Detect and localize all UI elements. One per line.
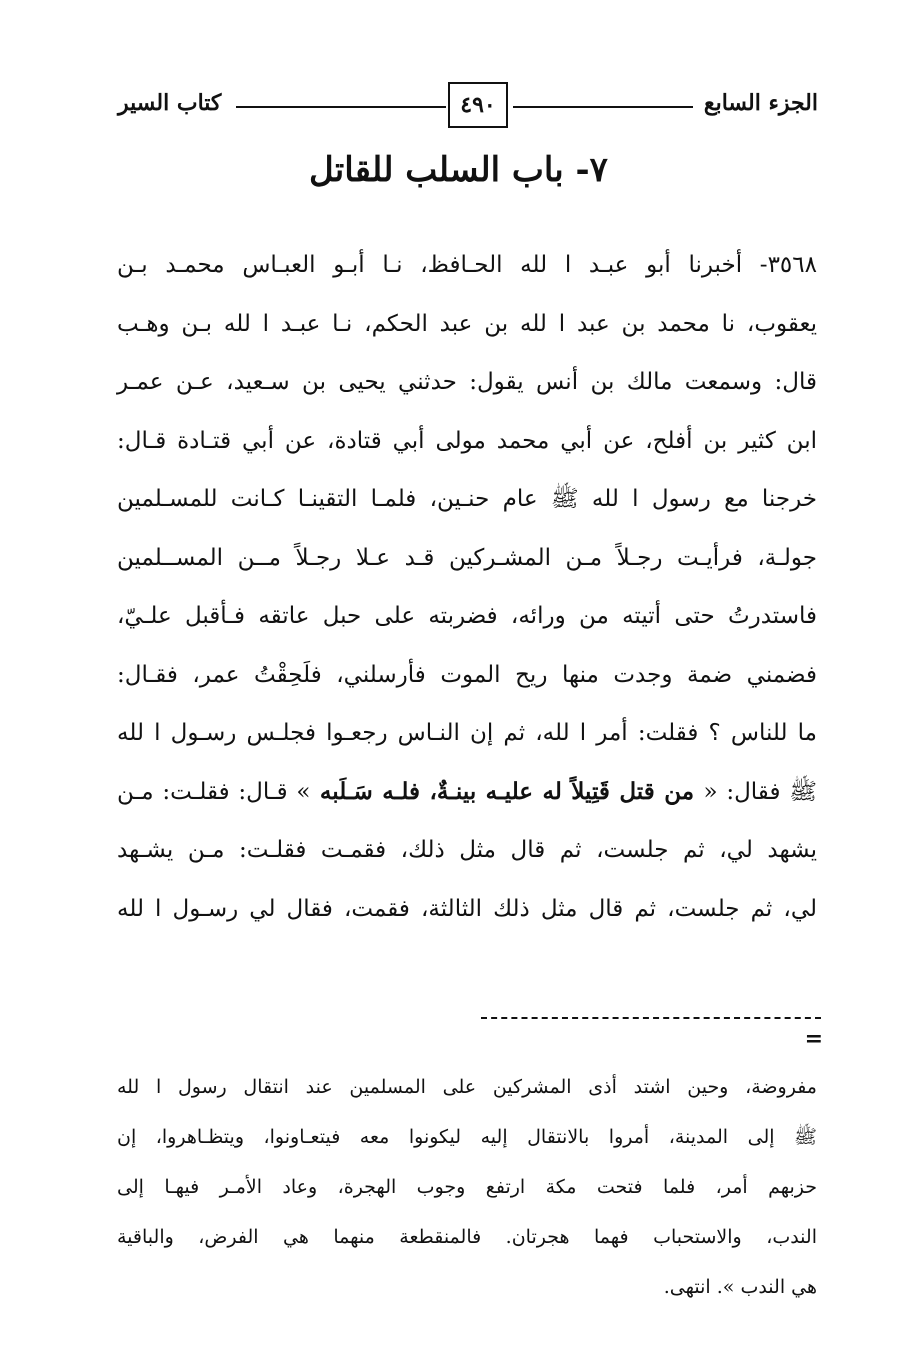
header-rule-right <box>513 106 693 108</box>
footnote-line: ﷺ إلى المدينة، أمروا بالانتقال إليه ليكونوا معه فيتعـاونوا، ويتظـاهروا، إن <box>117 1126 817 1148</box>
header-book: كتاب السير <box>118 90 222 116</box>
page-number: ٤٩٠ <box>448 82 508 128</box>
text-line: لي، ثم جلست، ثم قال مثل ذلك الثالثة، فقمت، فقال لي رسـول ا لله <box>117 895 817 922</box>
footnote-line: حزبهم أمر، فلما فتحت مكة ارتفع وجوب الهجرة، وعاد الأمـر فيهـا إلى <box>117 1176 817 1198</box>
footnote-divider <box>481 1017 821 1019</box>
footnote-line: الندب، والاستحباب فهما هجرتان. فالمنقطعة منهما هي الفرض، والباقية <box>117 1226 817 1248</box>
header-volume: الجزء السابع <box>703 90 818 116</box>
text-segment: ﷺ فقال: « <box>703 778 817 805</box>
text-line: قال: وسمعت مالك بن أنس يقول: حدثني يحيى بن سـعيد، عـن عمـر <box>117 369 817 395</box>
text-line: ٣٥٦٨- أخبرنا أبو عبـد ا لله الحـافظ، نـا أبـو العبـاس محمـد بـن <box>117 252 817 278</box>
footnote <box>117 1062 817 1312</box>
text-segment: » قـال: فقلـت: مـن <box>117 778 311 805</box>
prophetic-saying: من قتل قَتِيلاً له عليـه بينـةٌ، فلـه سَـلَبه <box>310 777 704 805</box>
footnote-line: هي الندب ». انتهى. <box>663 1276 817 1298</box>
header-rule-left <box>236 106 446 108</box>
text-line: يعقوب، نا محمد بن عبد ا لله بن عبد الحكم، نـا عبـد ا لله بـن وهـب <box>117 310 817 337</box>
text-line: خرجنا مع رسول ا لله ﷺ عام حنـين، فلمـا التقينـا كـانت للمسـلمين <box>117 486 817 512</box>
chapter-title: ٧- باب السلب للقاتل <box>309 150 608 190</box>
running-header <box>118 78 818 128</box>
text-line-with-quote <box>117 763 817 822</box>
text-line: جولـة، فرأيـت رجـلاً مـن المشـركين قـد عـلا رجـلاً مــن المســلمين <box>117 544 817 571</box>
text-line: فاستدرتُ حتى أتيته من ورائه، فضربته على حبل عاتقه فـأقبل علـيّ، <box>117 603 817 629</box>
hadith-text <box>117 236 817 938</box>
text-line: يشهد لي، ثم جلست، ثم قال مثل ذلك، فقمـت فقلـت: مـن يشـهد <box>117 837 817 863</box>
text-line: ما للناس ؟ فقلت: أمر ا لله، ثم إن النـاس رجعـوا فجلـس رسـول ا لله <box>117 720 817 746</box>
text-line: فضمني ضمة وجدت منها ريح الموت فأرسلني، فلَحِقْتُ عمر، فقـال: <box>117 661 817 688</box>
footnote-line: مفروضة، وحين اشتد أذى المشركين على المسلمين عند انتقال رسول ا لله <box>117 1076 817 1098</box>
text-line: ابن كثير بن أفلح، عن أبي محمد مولى أبي قتادة، عن أبي قتـادة قـال: <box>117 427 817 454</box>
continuation-mark: = <box>804 1026 823 1052</box>
